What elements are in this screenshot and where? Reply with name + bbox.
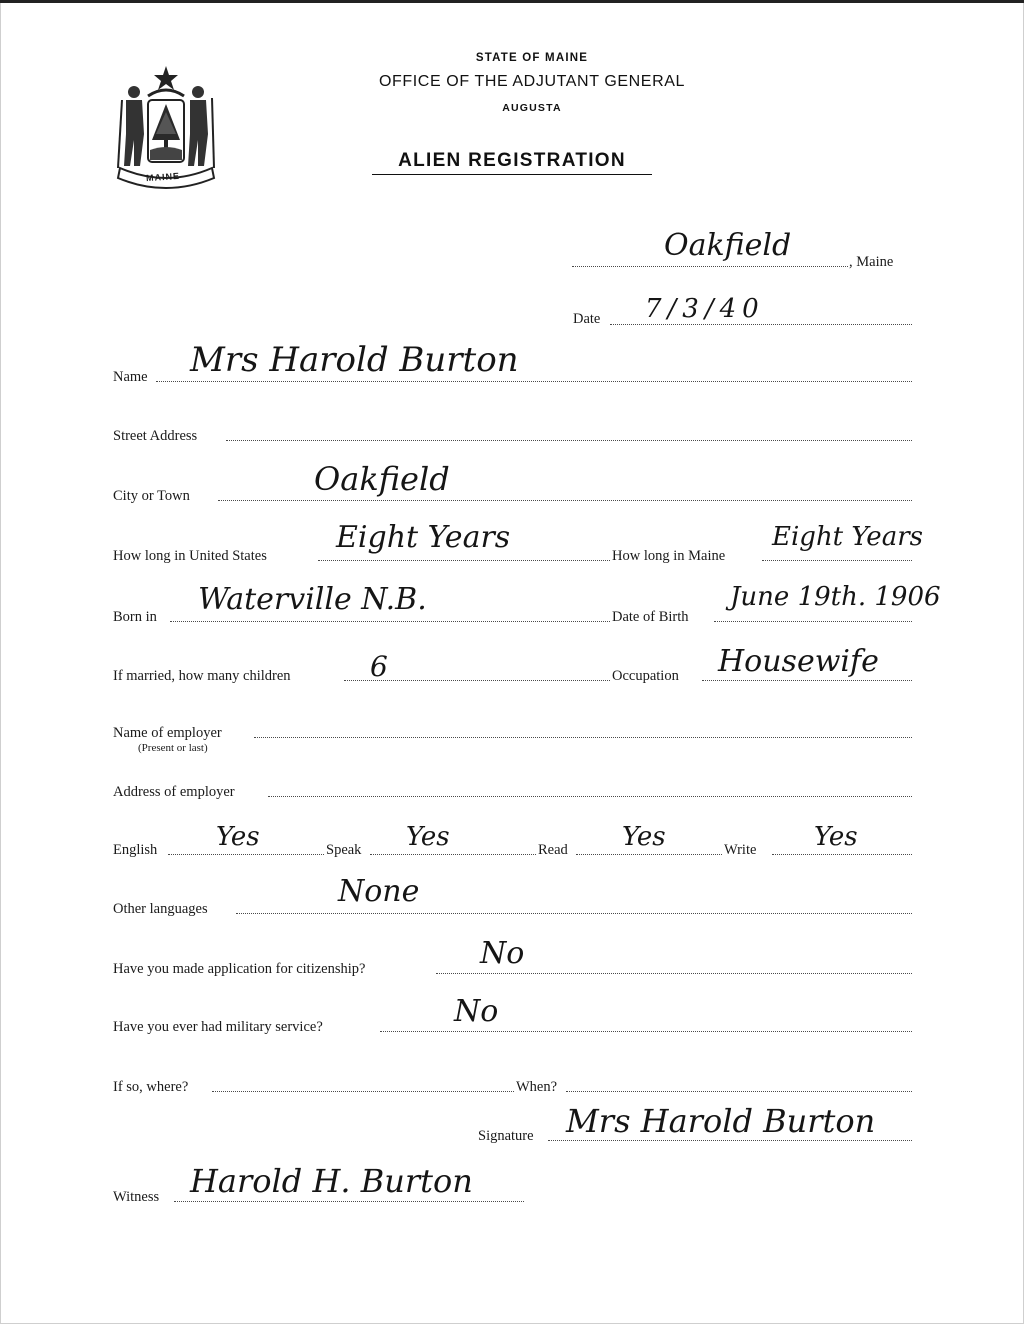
- military-field[interactable]: No: [454, 994, 499, 1029]
- date-of-birth-label: Date of Birth: [612, 609, 689, 625]
- english-line: [168, 854, 324, 855]
- header-state: STATE OF MAINE: [475, 52, 589, 64]
- witness-line: [174, 1201, 524, 1202]
- employer-name-note: (Present or last): [138, 742, 208, 754]
- children-field[interactable]: 6: [370, 650, 388, 683]
- header-office: OFFICE OF THE ADJUTANT GENERAL: [378, 73, 686, 90]
- scan-top-edge: [0, 0, 1024, 3]
- if-so-where-line: [212, 1091, 514, 1092]
- citizenship-line: [436, 973, 912, 974]
- born-in-field[interactable]: Waterville N.B.: [198, 582, 427, 617]
- header-city: AUGUSTA: [502, 102, 562, 114]
- speak-line: [370, 854, 536, 855]
- write-field[interactable]: Yes: [814, 822, 858, 852]
- date-of-birth-field[interactable]: June 19th. 1906: [730, 582, 941, 612]
- street-address-label: Street Address: [113, 428, 198, 444]
- witness-label: Witness: [113, 1189, 160, 1205]
- city-or-town-line: [218, 500, 912, 501]
- signature-line: [548, 1140, 912, 1141]
- children-label: If married, how many children: [113, 668, 291, 684]
- how-long-maine-label: How long in Maine: [612, 548, 726, 564]
- employer-address-label: Address of employer: [113, 784, 235, 800]
- date-of-birth-line: [714, 621, 912, 622]
- date-line: [610, 324, 912, 325]
- street-address-line: [226, 440, 912, 441]
- when-line: [566, 1091, 912, 1092]
- write-label: Write: [724, 842, 757, 858]
- date-label: Date: [573, 311, 601, 327]
- town-line: [572, 266, 848, 267]
- date-field[interactable]: 7/3/40: [645, 294, 765, 324]
- other-languages-field[interactable]: None: [338, 874, 420, 909]
- how-long-maine-line: [762, 560, 912, 561]
- english-label: English: [113, 842, 158, 858]
- read-label: Read: [538, 842, 568, 858]
- speak-field[interactable]: Yes: [406, 822, 450, 852]
- citizenship-field[interactable]: No: [480, 936, 525, 971]
- employer-name-line: [254, 737, 912, 738]
- city-or-town-field[interactable]: Oakfield: [314, 460, 450, 498]
- read-line: [576, 854, 722, 855]
- citizenship-label: Have you made application for citizenship?: [113, 961, 366, 977]
- speak-label: Speak: [326, 842, 362, 858]
- occupation-line: [702, 680, 912, 681]
- write-line: [772, 854, 912, 855]
- other-languages-label: Other languages: [113, 901, 208, 917]
- form-title: ALIEN REGISTRATION: [372, 150, 652, 175]
- signature-label: Signature: [478, 1128, 534, 1144]
- occupation-label: Occupation: [612, 668, 679, 684]
- when-label: When?: [516, 1079, 558, 1095]
- how-long-maine-field[interactable]: Eight Years: [772, 522, 923, 552]
- born-in-label: Born in: [113, 609, 157, 625]
- name-label: Name: [113, 369, 148, 385]
- occupation-field[interactable]: Housewife: [718, 644, 879, 679]
- how-long-us-field[interactable]: Eight Years: [336, 520, 511, 555]
- if-so-where-label: If so, where?: [113, 1079, 189, 1095]
- military-label: Have you ever had military service?: [113, 1019, 323, 1035]
- english-field[interactable]: Yes: [216, 822, 260, 852]
- other-languages-line: [236, 913, 912, 914]
- employer-name-label: Name of employer: [113, 725, 222, 741]
- town-field[interactable]: Oakfield: [664, 228, 792, 263]
- born-in-line: [170, 621, 610, 622]
- how-long-us-label: How long in United States: [113, 548, 267, 564]
- name-line: [156, 381, 912, 382]
- seal-banner-text: MAINE: [145, 170, 181, 184]
- signature-field[interactable]: Mrs Harold Burton: [566, 1102, 876, 1140]
- employer-address-line: [268, 796, 912, 797]
- military-line: [380, 1031, 912, 1032]
- name-field[interactable]: Mrs Harold Burton: [190, 340, 519, 380]
- maine-suffix-label: , Maine: [849, 254, 894, 270]
- witness-field[interactable]: Harold H. Burton: [190, 1162, 473, 1200]
- city-or-town-label: City or Town: [113, 488, 190, 504]
- how-long-us-line: [318, 560, 610, 561]
- read-field[interactable]: Yes: [622, 822, 666, 852]
